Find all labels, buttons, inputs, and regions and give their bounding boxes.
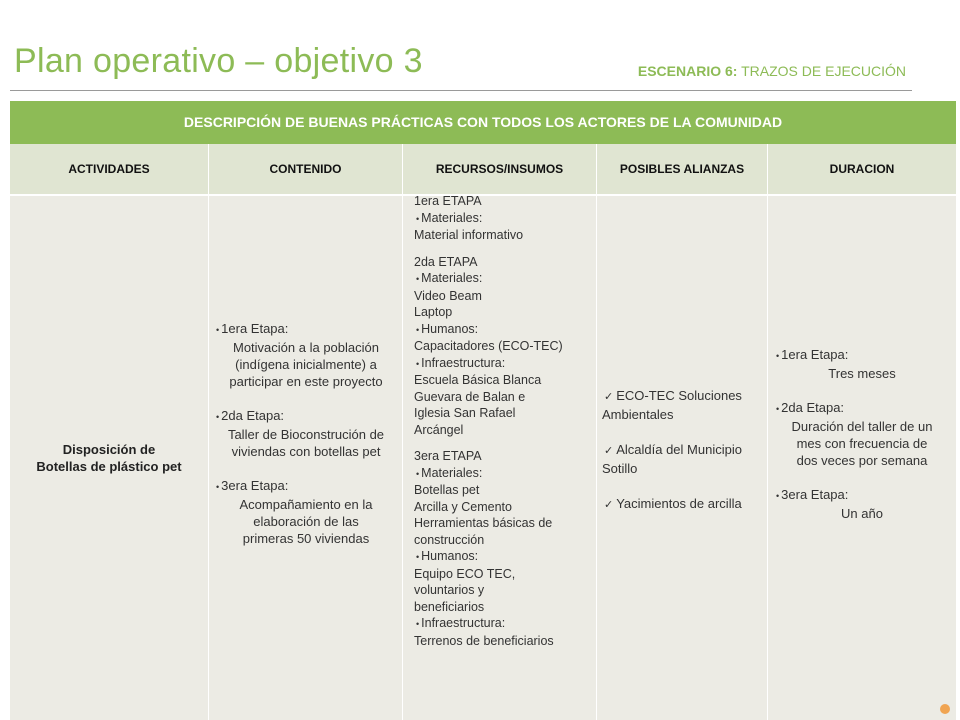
contenido-line: participar en este proyecto [229,374,383,389]
contenido-stage: • 1era Etapa: [214,320,398,339]
recurso-item: Material informativo [414,228,524,242]
recurso-item: Escuela Básica Blanca [414,373,542,387]
scenario-label [638,63,906,79]
contenido-line: (indígena inicialmente) a [235,357,377,372]
column-divider [767,144,768,720]
humanos-label: • Humanos: [414,321,594,339]
cell-alianzas [602,387,764,514]
recurso-item: Arcilla y Cemento [414,499,512,514]
column-divider [208,144,209,720]
etapa-title: 1era ETAPA [414,194,482,208]
recurso-item: Video Beam [414,288,482,303]
humanos-label: • Humanos: [414,548,594,566]
etapa-title: 3era ETAPA [414,449,482,463]
materiales-label: • Materiales: [414,210,594,228]
activity-line: Disposición de [62,442,156,457]
title-divider [10,90,912,91]
page-title: Plan operativo – objetivo 3 [14,42,423,80]
infra-label: • Infraestructura: [414,615,594,633]
etapa-title: 2da ETAPA [414,254,478,269]
contenido-line: Motivación a la población [233,340,379,355]
cell-duracion [774,346,950,522]
duracion-line: dos veces por semana [796,453,928,468]
duracion-line: Un año [841,506,883,521]
alianza-line: ✓ Alcaldía del Municipio [602,441,764,460]
alianza-line: ✓ Yacimientos de arcilla [602,495,764,514]
header-actividades: ACTIVIDADES [10,144,208,194]
alianza-line: ✓ ECO-TEC Soluciones [602,387,764,406]
recurso-item: beneficiarios [414,599,485,614]
materiales-label: • Materiales: [414,465,594,483]
decorative-dot [940,704,950,714]
duracion-line: Duración del taller de un [791,419,933,434]
contenido-stage: • 2da Etapa: [214,407,398,426]
header-recursos: RECURSOS/INSUMOS [403,144,596,194]
recurso-item: Herramientas básicas de [414,516,553,530]
recurso-item: construcción [414,532,485,547]
column-divider [596,144,597,720]
activity-line: Botellas de plástico pet [36,459,182,474]
contenido-line: Taller de Bioconstrución de [227,427,385,442]
cell-recursos [414,193,594,649]
contenido-line: Acompañamiento en la [239,497,373,512]
contenido-line: primeras 50 viviendas [242,531,370,546]
contenido-stage: • 3era Etapa: [214,477,398,496]
recurso-item: voluntarios y [414,583,485,597]
recurso-item: Terrenos de beneficiarios [414,633,554,648]
recurso-item: Guevara de Balan e [414,389,526,404]
recurso-item: Arcángel [414,422,464,437]
contenido-line: viviendas con botellas pet [231,444,381,459]
recurso-item: Laptop [414,305,453,319]
duracion-stage: • 1era Etapa: [774,346,950,365]
header-duracion: DURACION [768,144,956,194]
alianza-line: Ambientales [602,407,674,422]
duracion-line: mes con frecuencia de [796,436,928,451]
alianza-line: Sotillo [602,461,638,476]
infra-label: • Infraestructura: [414,355,594,373]
contenido-line: elaboración de las [253,514,359,529]
header-alianzas: POSIBLES ALIANZAS [597,144,767,194]
header-contenido: CONTENIDO [209,144,402,194]
recurso-item: Iglesia San Rafael [414,406,516,420]
duracion-line: Tres meses [828,366,896,381]
recurso-item: Capacitadores (ECO-TEC) [414,339,563,353]
materiales-label: • Materiales: [414,270,594,288]
scenario-number: ESCENARIO 6: [637,63,738,79]
column-divider [402,144,403,720]
duracion-stage: • 3era Etapa: [774,486,950,505]
table-banner: DESCRIPCIÓN DE BUENAS PRÁCTICAS CON TODOS LOS ACTORES DE LA COMUNIDAD [10,101,956,144]
cell-contenido [214,320,398,547]
recurso-item: Equipo ECO TEC, [414,566,516,581]
scenario-name: TRAZOS DE EJECUCIÓN [741,63,906,79]
duracion-stage: • 2da Etapa: [774,399,950,418]
cell-actividad [10,196,208,720]
recurso-item: Botellas pet [414,483,480,497]
operative-plan-table [10,101,956,720]
